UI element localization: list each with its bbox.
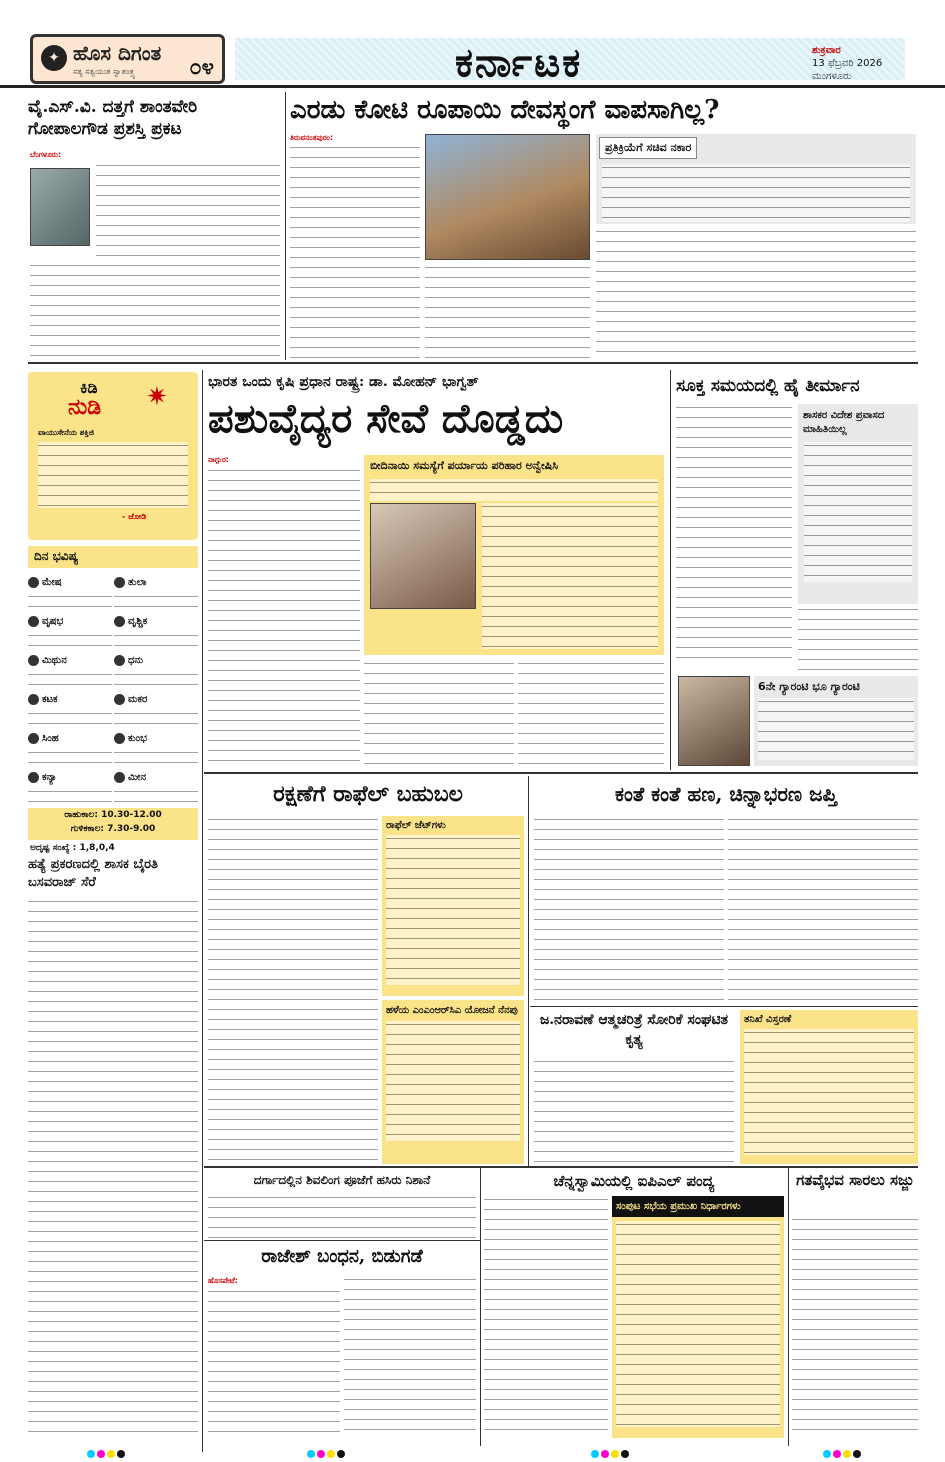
body-text <box>425 264 590 360</box>
horoscope-sign <box>114 572 198 609</box>
body-text <box>364 660 514 768</box>
sign-name: ಮೀನ <box>128 772 146 783</box>
body-text <box>596 228 916 360</box>
sign-name: ಧನು <box>128 655 144 666</box>
article-naravane <box>534 1010 734 1056</box>
registration-dots <box>822 1443 862 1462</box>
sign-name: ಕನ್ಯಾ <box>42 772 57 783</box>
kidi-nudi-box <box>28 372 198 540</box>
photo-portrait <box>30 168 90 246</box>
headline: ಹತ್ಯೆ ಪ್ರಕರಣದಲ್ಲಿ ಶಾಸಕ ಬೈರತಿ ಬಸವರಾಜ್ ಸೆರೆ <box>28 857 158 890</box>
registration-dots <box>590 1443 630 1462</box>
dateline: ತಿರುವನಂತಪುರಂ: <box>290 133 334 142</box>
logo-tagline: ಸತ್ಯ ಸತ್ವಯುತ ಸ್ವಾತಂತ್ರ್ಯ <box>73 67 136 76</box>
sign-name: ಕುಂಭ <box>128 733 147 744</box>
zodiac-icon <box>114 733 125 744</box>
body-text <box>28 898 198 1438</box>
zodiac-icon <box>28 655 39 666</box>
horoscope-sign <box>28 650 112 687</box>
article-bhagwat <box>208 372 670 452</box>
horoscope-title: ದಿನ ಭವಿಷ್ಯ <box>34 549 79 563</box>
registration-dots <box>306 1443 346 1462</box>
sign-name: ತುಲಾ <box>128 577 147 588</box>
kidi-subtitle: ವಾಯುಸೇನೆಯ ಶಕ್ತಿಜಿ <box>38 428 94 437</box>
headline: ವೈ.ಎಸ್.ವಿ. ದತ್ತಗೆ ಶಾಂತವೇರಿ ಗೋಪಾಲಗೌಡ ಪ್ರಶಸ್ತಿ ಪ್ರಕಟ <box>28 97 198 139</box>
box-headline: ಬೀದಿನಾಯಿ ಸಮಸ್ಯೆಗೆ ಪರ್ಯಾಯ ಪರಿಹಾರ ಅನ್ವೇಷಿಸಿ <box>370 459 558 472</box>
article-award <box>28 96 278 144</box>
article-rajesh <box>208 1244 476 1272</box>
guarantee-box <box>754 676 918 766</box>
sub-headline: 6ನೇ ಗ್ಯಾರಂಟಿ ಭೂ ಗ್ಯಾರಂಟಿ <box>758 680 860 693</box>
article-temple <box>290 92 915 130</box>
headline: ದರ್ಗಾದಲ್ಲಿನ ಶಿವಲಿಂಗ ಪೂಜೆಗೆ ಹಸಿರು ನಿಶಾನೆ <box>253 1173 431 1187</box>
photo-bhagwat <box>370 503 476 609</box>
zodiac-icon <box>28 694 39 705</box>
sign-name: ಮಿಥುನ <box>42 655 67 666</box>
registration-dots <box>86 1443 126 1462</box>
body-text <box>728 816 918 1004</box>
rafale-box <box>382 816 524 996</box>
sign-name: ಕಟಕ <box>42 694 58 705</box>
dateline: ಹೊಸಪೇಟೆ: <box>208 1276 238 1285</box>
sign-name: ಮಕರ <box>128 694 148 705</box>
body-text <box>484 1196 608 1438</box>
stray-dog-box <box>364 455 664 655</box>
cabinet-box <box>612 1196 784 1438</box>
masthead <box>0 0 945 88</box>
box-title: ರಾಫೆಲ್ ಜೆಟ್‌ಗಳು <box>386 820 446 831</box>
headline: ಗತವೈಭವ ಸಾರಲು ಸಜ್ಜು <box>796 1171 914 1189</box>
horoscope-sign <box>28 572 112 609</box>
body-text <box>518 660 664 768</box>
side-box-title: ಶಾಸಕರ ವಿದೇಶ ಪ್ರವಾಸದ ಮಾಹಿತಿಯಿಲ್ಲ <box>803 410 885 435</box>
horoscope-sign <box>114 611 198 648</box>
zodiac-icon <box>114 772 125 783</box>
logo-name: ಹೊಸ ದಿಗಂತ <box>73 41 162 65</box>
photo-temple <box>425 134 590 260</box>
dateline: ಬೆಂಗಳೂರು: <box>30 150 62 159</box>
article-rafale <box>208 778 528 812</box>
horoscope-sign <box>114 767 198 804</box>
horoscope-sign <box>114 650 198 687</box>
box-title: ಸಂಪುಟ ಸಭೆಯ ಪ್ರಮುಖ ನಿರ್ಧಾರಗಳು <box>612 1196 784 1217</box>
time-box <box>28 808 198 840</box>
horoscope-sign <box>28 728 112 765</box>
zodiac-icon <box>28 616 39 627</box>
body-text <box>344 1276 476 1438</box>
date: 13 ಫೆಬ್ರವರಿ 2026 <box>812 58 883 69</box>
gulika-kala: ಗುಳಿಕಕಾಲ: 7.30-9.00 <box>70 824 156 834</box>
body-text <box>792 1216 918 1438</box>
zodiac-icon <box>114 694 125 705</box>
headline: ರಾಜೇಶ್ ಬಂಧನ, ಬಿಡುಗಡೆ <box>261 1246 423 1267</box>
horoscope-sign <box>28 611 112 648</box>
zodiac-icon <box>114 655 125 666</box>
body-text <box>290 144 420 360</box>
probe-box <box>740 1010 918 1164</box>
side-box-title: ಪ್ರತಿಕ್ರಿಯೆಗೆ ಸಚಿವ ನಕಾರ <box>599 137 697 159</box>
zodiac-icon <box>114 616 125 627</box>
body-text <box>30 262 280 358</box>
city: ಮಂಗಳೂರು <box>812 71 852 82</box>
horoscope-sign <box>28 689 112 726</box>
article-glory <box>792 1170 918 1214</box>
body-text <box>208 1288 340 1438</box>
side-box <box>596 134 916 224</box>
dateline: ನಾಗ್ಪುರ: <box>208 455 229 464</box>
headline: ಜ.ನರಾವಣೆ ಆತ್ಮಚರಿತ್ರೆ ಸೋರಿಕೆ ಸಂಘಟಿತ ಕೃತ್ಯ <box>539 1012 729 1048</box>
body-text <box>208 1194 476 1238</box>
kidi-title: ಕಿಡಿ <box>80 378 98 397</box>
sign-name: ವೃಷಭ <box>42 616 64 627</box>
date-block <box>812 44 882 83</box>
lucky-number: ಅದೃಷ್ಟ ಸಂಖ್ಯೆ : 1,8,0,4 <box>30 843 115 853</box>
article-murder <box>28 856 198 896</box>
headline: ಪಶುವೈದ್ಯರ ಸೇವೆ ದೊಡ್ಡದು <box>208 395 564 442</box>
sign-name: ಸಿಂಹ <box>42 733 59 744</box>
zodiac-icon <box>28 772 39 783</box>
page-number: ೦೪ <box>189 55 214 80</box>
kidi-quote-by: - ಜೋಡಿ <box>122 512 147 521</box>
article-dargah <box>208 1170 476 1192</box>
side-box-title: ತನಿಖೆ ವಿಸ್ತರಣೆ <box>744 1014 792 1025</box>
zodiac-icon <box>28 577 39 588</box>
body-text <box>534 1058 734 1164</box>
mmrca-box <box>382 1000 524 1164</box>
zodiac-icon <box>114 577 125 588</box>
rahu-kala: ರಾಹುಕಾಲ: 10.30-12.00 <box>64 810 162 820</box>
horoscope-sign <box>114 728 198 765</box>
day: ಶುಕ್ರವಾರ <box>812 45 841 56</box>
body-text <box>208 816 378 1164</box>
logo-icon: ✦ <box>41 45 67 71</box>
spark-icon: ✷ <box>146 382 168 412</box>
horoscope-grid <box>28 572 198 808</box>
photo-politician <box>678 676 750 766</box>
headline: ಕಂತೆ ಕಂತೆ ಹಣ, ಚಿನ್ನಾಭರಣ ಜಪ್ತಿ <box>614 782 838 806</box>
section-title: ಕರ್ನಾಟಕ <box>455 40 583 86</box>
headline: ಎರಡು ಕೋಟಿ ರೂಪಾಯಿ ದೇವಸ್ಥಂಗೆ ವಾಪಸಾಗಿಲ್ಲ? <box>290 95 720 125</box>
headline: ಚೆನ್ನಸ್ವಾಮಿಯಲ್ಲಿ ಐಪಿಎಲ್ ಪಂದ್ಯ <box>553 1172 715 1190</box>
body-text <box>798 606 918 672</box>
headline: ಸೂಕ್ತ ಸಮಯದಲ್ಲಿ ಹೈ ತೀರ್ಮಾನ <box>676 376 860 396</box>
sign-name: ವೃಶ್ಚಿಕ <box>128 616 148 627</box>
kicker: ಭಾರತ ಒಂದು ಕೃಷಿ ಪ್ರಧಾನ ರಾಷ್ಟ್ರ: ಡಾ. ಮೋಹನ್ ಭಾಗ್ವತ್ <box>208 374 479 390</box>
logo <box>30 34 225 84</box>
horoscope-sign <box>28 767 112 804</box>
horoscope-title-bar <box>28 546 198 568</box>
article-ipl <box>484 1170 784 1194</box>
body-text <box>96 162 280 262</box>
body-text <box>208 467 360 767</box>
body-text <box>676 404 792 664</box>
side-box <box>798 404 918 604</box>
sign-name: ಮೇಷ <box>42 577 62 588</box>
nudi-title: ನುಡಿ <box>68 394 102 420</box>
zodiac-icon <box>28 733 39 744</box>
headline: ರಕ್ಷಣೆಗೆ ರಾಫೆಲ್ ಬಹುಬಲ <box>273 781 463 807</box>
body-text <box>534 816 724 1004</box>
article-seizure <box>534 778 918 812</box>
article-high-decision <box>676 372 918 402</box>
box-title: ಹಳೆಯ ಎಂಎಂಆರ್‌ಸಿಎ ಯೋಜನೆ ನೆನಪು <box>386 1005 518 1016</box>
horoscope-sign <box>114 689 198 726</box>
